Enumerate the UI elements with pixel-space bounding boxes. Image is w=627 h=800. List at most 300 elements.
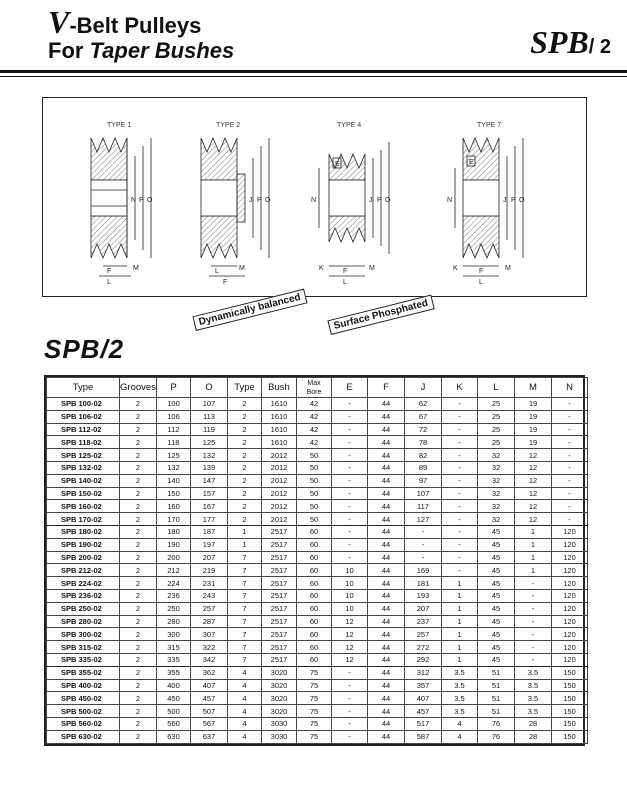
- cell-max-bore: 50: [297, 513, 332, 526]
- cell-e: -: [332, 423, 368, 436]
- type1-dim-f: F: [107, 268, 112, 275]
- cell-n: 150: [552, 705, 588, 718]
- type7-dim-k: K: [453, 265, 458, 272]
- type2-dim-f: F: [223, 279, 228, 286]
- section-title: SPB/2: [44, 334, 125, 364]
- cell-max-bore: 60: [297, 641, 332, 654]
- cell-p: 236: [157, 589, 191, 602]
- cell-l: 32: [478, 449, 515, 462]
- cell-max-bore: 60: [297, 577, 332, 590]
- title-line-1: [48, 4, 201, 41]
- cell-n: 120: [552, 641, 588, 654]
- cell-p: 315: [157, 641, 191, 654]
- col-header-max-bore: Max Bore: [297, 378, 332, 398]
- cell-e: -: [332, 538, 368, 551]
- specification-table: [44, 375, 585, 746]
- cell-grooves: 2: [120, 449, 157, 462]
- table-row: [47, 615, 588, 628]
- cell-m: 12: [515, 474, 552, 487]
- cell-e: -: [332, 398, 368, 411]
- table-row: [47, 474, 588, 487]
- cell-max-bore: 60: [297, 589, 332, 602]
- cell-e: -: [332, 513, 368, 526]
- table-row: [47, 410, 588, 423]
- cell-o: 147: [191, 474, 228, 487]
- cell-p: 250: [157, 602, 191, 615]
- type7-dim-m: M: [505, 265, 511, 272]
- cell-f: 44: [368, 641, 405, 654]
- cell-o: 362: [191, 666, 228, 679]
- table-row: [47, 653, 588, 666]
- cell-j: 457: [405, 705, 442, 718]
- cell-o: 107: [191, 398, 228, 411]
- type1-dim-m: M: [133, 265, 139, 272]
- cell-type: SPB 190-02: [47, 538, 120, 551]
- type-7-drawing: [455, 138, 523, 276]
- cell-k: -: [442, 449, 478, 462]
- cell-m: 1: [515, 538, 552, 551]
- title-for: For: [48, 38, 90, 63]
- table-row: [47, 423, 588, 436]
- cell-hub-type: 7: [228, 615, 262, 628]
- cell-o: 342: [191, 653, 228, 666]
- cell-e: 12: [332, 615, 368, 628]
- cell-o: 139: [191, 461, 228, 474]
- cell-p: 106: [157, 410, 191, 423]
- cell-o: 243: [191, 589, 228, 602]
- table-row: [47, 705, 588, 718]
- table-body: [47, 398, 588, 744]
- type4-dim-m: M: [369, 265, 375, 272]
- cell-k: 1: [442, 641, 478, 654]
- cell-k: 3.5: [442, 692, 478, 705]
- cell-max-bore: 42: [297, 423, 332, 436]
- cell-k: -: [442, 461, 478, 474]
- cell-type: SPB 315-02: [47, 641, 120, 654]
- type7-dim-e: E: [469, 159, 474, 166]
- cell-grooves: 2: [120, 615, 157, 628]
- cell-l: 25: [478, 410, 515, 423]
- type7-dim-f: F: [479, 268, 484, 275]
- cell-type: SPB 400-02: [47, 679, 120, 692]
- table-row: [47, 730, 588, 743]
- cell-p: 160: [157, 500, 191, 513]
- cell-j: 117: [405, 500, 442, 513]
- cell-o: 322: [191, 641, 228, 654]
- cell-n: -: [552, 513, 588, 526]
- cell-bush: 3020: [262, 705, 297, 718]
- cell-m: 19: [515, 410, 552, 423]
- cell-e: 10: [332, 589, 368, 602]
- cell-f: 44: [368, 449, 405, 462]
- cell-j: 292: [405, 653, 442, 666]
- col-header-e: E: [332, 378, 368, 398]
- cell-m: 12: [515, 500, 552, 513]
- cell-e: -: [332, 449, 368, 462]
- cell-grooves: 2: [120, 513, 157, 526]
- cell-m: 28: [515, 730, 552, 743]
- cell-o: 177: [191, 513, 228, 526]
- cell-o: 167: [191, 500, 228, 513]
- cell-max-bore: 50: [297, 474, 332, 487]
- cell-o: 157: [191, 487, 228, 500]
- pulley-drawings: [43, 98, 588, 298]
- cell-f: 44: [368, 717, 405, 730]
- table-row: [47, 487, 588, 500]
- header-rule-thin: [0, 76, 627, 77]
- table-row: [47, 717, 588, 730]
- cell-l: 45: [478, 525, 515, 538]
- cell-type: SPB 132-02: [47, 461, 120, 474]
- cell-p: 335: [157, 653, 191, 666]
- cell-grooves: 2: [120, 410, 157, 423]
- cell-grooves: 2: [120, 500, 157, 513]
- cell-hub-type: 7: [228, 641, 262, 654]
- cell-grooves: 2: [120, 628, 157, 641]
- cell-bush: 2012: [262, 474, 297, 487]
- cell-l: 32: [478, 474, 515, 487]
- cell-e: 12: [332, 641, 368, 654]
- cell-n: 120: [552, 653, 588, 666]
- cell-k: -: [442, 423, 478, 436]
- series-main: SPB: [530, 24, 589, 60]
- cell-grooves: 2: [120, 487, 157, 500]
- cell-hub-type: 2: [228, 474, 262, 487]
- cell-o: 637: [191, 730, 228, 743]
- cell-f: 44: [368, 410, 405, 423]
- dynamically-balanced-stamp: Dynamically balanced: [192, 289, 307, 331]
- col-header-hub-type: Type: [228, 378, 262, 398]
- series-code: [530, 24, 611, 61]
- cell-e: 12: [332, 628, 368, 641]
- cell-l: 45: [478, 628, 515, 641]
- cell-e: -: [332, 474, 368, 487]
- cell-o: 457: [191, 692, 228, 705]
- cell-p: 132: [157, 461, 191, 474]
- cell-max-bore: 50: [297, 449, 332, 462]
- cell-hub-type: 4: [228, 730, 262, 743]
- cell-max-bore: 42: [297, 398, 332, 411]
- title-taper-bushes: Taper Bushes: [89, 38, 235, 63]
- cell-hub-type: 2: [228, 500, 262, 513]
- cell-type: SPB 106-02: [47, 410, 120, 423]
- cell-bush: 2517: [262, 538, 297, 551]
- table-row: [47, 513, 588, 526]
- pulley-diagram-box: [42, 97, 587, 297]
- cell-bush: 2517: [262, 615, 297, 628]
- cell-j: 72: [405, 423, 442, 436]
- cell-e: 10: [332, 577, 368, 590]
- cell-n: -: [552, 487, 588, 500]
- cell-f: 44: [368, 730, 405, 743]
- cell-l: 45: [478, 577, 515, 590]
- type4-dim-k: K: [319, 265, 324, 272]
- cell-m: 12: [515, 513, 552, 526]
- cell-k: -: [442, 436, 478, 449]
- col-header-f: F: [368, 378, 405, 398]
- cell-m: 12: [515, 487, 552, 500]
- type1-dim-l: L: [107, 279, 111, 286]
- cell-k: -: [442, 513, 478, 526]
- cell-p: 140: [157, 474, 191, 487]
- cell-m: 1: [515, 551, 552, 564]
- cell-hub-type: 7: [228, 602, 262, 615]
- cell-type: SPB 280-02: [47, 615, 120, 628]
- cell-l: 32: [478, 461, 515, 474]
- cell-m: -: [515, 589, 552, 602]
- cell-grooves: 2: [120, 589, 157, 602]
- cell-l: 32: [478, 513, 515, 526]
- cell-e: 10: [332, 602, 368, 615]
- cell-f: 44: [368, 564, 405, 577]
- cell-j: 181: [405, 577, 442, 590]
- cell-l: 45: [478, 641, 515, 654]
- header-rule-thick: [0, 70, 627, 73]
- cell-grooves: 2: [120, 679, 157, 692]
- cell-e: -: [332, 730, 368, 743]
- cell-l: 51: [478, 679, 515, 692]
- cell-f: 44: [368, 551, 405, 564]
- cell-grooves: 2: [120, 423, 157, 436]
- col-header-p: P: [157, 378, 191, 398]
- cell-m: -: [515, 602, 552, 615]
- cell-n: 150: [552, 692, 588, 705]
- cell-j: 257: [405, 628, 442, 641]
- cell-j: 67: [405, 410, 442, 423]
- cell-bush: 1610: [262, 423, 297, 436]
- cell-n: 150: [552, 717, 588, 730]
- type2-dim-j: J: [249, 197, 253, 204]
- cell-f: 44: [368, 423, 405, 436]
- type7-dim-n: N: [447, 197, 453, 204]
- cell-n: 120: [552, 615, 588, 628]
- cell-p: 190: [157, 538, 191, 551]
- table-row: [47, 398, 588, 411]
- cell-e: -: [332, 461, 368, 474]
- cell-n: 120: [552, 551, 588, 564]
- cell-hub-type: 4: [228, 679, 262, 692]
- type4-dim-f: F: [343, 268, 348, 275]
- cell-type: SPB 236-02: [47, 589, 120, 602]
- table-row: [47, 577, 588, 590]
- cell-l: 45: [478, 564, 515, 577]
- table-row: [47, 641, 588, 654]
- type2-dim-m: M: [239, 265, 245, 272]
- cell-hub-type: 2: [228, 423, 262, 436]
- cell-l: 45: [478, 589, 515, 602]
- cell-hub-type: 4: [228, 717, 262, 730]
- cell-hub-type: 1: [228, 538, 262, 551]
- cell-f: 44: [368, 538, 405, 551]
- cell-k: -: [442, 564, 478, 577]
- cell-j: -: [405, 525, 442, 538]
- cell-o: 197: [191, 538, 228, 551]
- cell-k: -: [442, 525, 478, 538]
- type4-dim-e: E: [335, 161, 340, 168]
- cell-j: -: [405, 551, 442, 564]
- cell-n: 120: [552, 628, 588, 641]
- table-row: [47, 589, 588, 602]
- cell-grooves: 2: [120, 538, 157, 551]
- cell-hub-type: 7: [228, 577, 262, 590]
- cell-p: 560: [157, 717, 191, 730]
- col-header-l: L: [478, 378, 515, 398]
- cell-bush: 3020: [262, 679, 297, 692]
- cell-o: 125: [191, 436, 228, 449]
- cell-grooves: 2: [120, 641, 157, 654]
- cell-grooves: 2: [120, 461, 157, 474]
- cell-j: 89: [405, 461, 442, 474]
- cell-f: 44: [368, 398, 405, 411]
- cell-bush: 2517: [262, 577, 297, 590]
- cell-type: SPB 250-02: [47, 602, 120, 615]
- type4-dim-p: P: [377, 197, 382, 204]
- cell-p: 224: [157, 577, 191, 590]
- cell-hub-type: 2: [228, 487, 262, 500]
- cell-n: 150: [552, 666, 588, 679]
- cell-bush: 2517: [262, 602, 297, 615]
- type4-dim-l: L: [343, 279, 347, 286]
- col-header-j: J: [405, 378, 442, 398]
- cell-p: 450: [157, 692, 191, 705]
- cell-n: -: [552, 449, 588, 462]
- cell-bush: 2517: [262, 551, 297, 564]
- cell-n: 120: [552, 564, 588, 577]
- cell-m: 1: [515, 564, 552, 577]
- cell-max-bore: 60: [297, 551, 332, 564]
- col-header-o: O: [191, 378, 228, 398]
- cell-max-bore: 75: [297, 705, 332, 718]
- cell-k: 1: [442, 628, 478, 641]
- cell-p: 630: [157, 730, 191, 743]
- cell-e: -: [332, 679, 368, 692]
- cell-o: 219: [191, 564, 228, 577]
- cell-j: 272: [405, 641, 442, 654]
- cell-type: SPB 200-02: [47, 551, 120, 564]
- cell-l: 45: [478, 551, 515, 564]
- cell-max-bore: 60: [297, 628, 332, 641]
- cell-type: SPB 160-02: [47, 500, 120, 513]
- cell-hub-type: 1: [228, 525, 262, 538]
- type1-dim-n: N: [131, 197, 137, 204]
- type7-dim-o: O: [519, 197, 525, 204]
- cell-l: 51: [478, 666, 515, 679]
- cell-j: 97: [405, 474, 442, 487]
- cell-hub-type: 2: [228, 461, 262, 474]
- cell-m: 3.5: [515, 705, 552, 718]
- cell-max-bore: 75: [297, 730, 332, 743]
- cell-hub-type: 2: [228, 513, 262, 526]
- cell-m: 3.5: [515, 692, 552, 705]
- cell-l: 25: [478, 423, 515, 436]
- cell-l: 51: [478, 705, 515, 718]
- cell-hub-type: 7: [228, 628, 262, 641]
- cell-grooves: 2: [120, 705, 157, 718]
- cell-grooves: 2: [120, 474, 157, 487]
- type4-dim-j: J: [369, 197, 373, 204]
- cell-j: 237: [405, 615, 442, 628]
- cell-j: 127: [405, 513, 442, 526]
- cell-type: SPB 500-02: [47, 705, 120, 718]
- table-row: [47, 551, 588, 564]
- cell-n: -: [552, 423, 588, 436]
- cell-n: -: [552, 398, 588, 411]
- cell-grooves: 2: [120, 692, 157, 705]
- type4-dim-n: N: [311, 197, 317, 204]
- cell-hub-type: 4: [228, 705, 262, 718]
- cell-max-bore: 60: [297, 538, 332, 551]
- cell-hub-type: 2: [228, 436, 262, 449]
- cell-p: 300: [157, 628, 191, 641]
- cell-p: 280: [157, 615, 191, 628]
- cell-f: 44: [368, 653, 405, 666]
- cell-n: 120: [552, 577, 588, 590]
- cell-bush: 2012: [262, 449, 297, 462]
- cell-f: 44: [368, 487, 405, 500]
- cell-l: 45: [478, 602, 515, 615]
- cell-j: 62: [405, 398, 442, 411]
- cell-max-bore: 60: [297, 525, 332, 538]
- cell-e: 10: [332, 564, 368, 577]
- cell-type: SPB 125-02: [47, 449, 120, 462]
- cell-j: 312: [405, 666, 442, 679]
- cell-bush: 3020: [262, 692, 297, 705]
- type2-dim-p: P: [257, 197, 262, 204]
- cell-grooves: 2: [120, 436, 157, 449]
- cell-m: -: [515, 615, 552, 628]
- cell-p: 112: [157, 423, 191, 436]
- cell-type: SPB 150-02: [47, 487, 120, 500]
- cell-m: 19: [515, 423, 552, 436]
- cell-p: 170: [157, 513, 191, 526]
- cell-m: -: [515, 641, 552, 654]
- cell-bush: 2517: [262, 641, 297, 654]
- cell-k: 4: [442, 730, 478, 743]
- col-header-bush: Bush: [262, 378, 297, 398]
- cell-o: 119: [191, 423, 228, 436]
- cell-n: -: [552, 461, 588, 474]
- cell-n: 120: [552, 589, 588, 602]
- cell-grooves: 2: [120, 564, 157, 577]
- cell-f: 44: [368, 474, 405, 487]
- cell-e: -: [332, 487, 368, 500]
- cell-p: 500: [157, 705, 191, 718]
- cell-e: -: [332, 666, 368, 679]
- cell-m: 12: [515, 449, 552, 462]
- cell-p: 180: [157, 525, 191, 538]
- cell-j: 407: [405, 692, 442, 705]
- cell-n: 150: [552, 679, 588, 692]
- cell-j: 78: [405, 436, 442, 449]
- cell-type: SPB 170-02: [47, 513, 120, 526]
- cell-hub-type: 7: [228, 564, 262, 577]
- cell-e: -: [332, 717, 368, 730]
- cell-k: 1: [442, 602, 478, 615]
- cell-o: 567: [191, 717, 228, 730]
- cell-max-bore: 42: [297, 410, 332, 423]
- table-row: [47, 666, 588, 679]
- cell-type: SPB 100-02: [47, 398, 120, 411]
- cell-m: 19: [515, 436, 552, 449]
- cell-bush: 2012: [262, 487, 297, 500]
- cell-l: 51: [478, 692, 515, 705]
- title-line-2: [48, 38, 234, 64]
- cell-max-bore: 75: [297, 717, 332, 730]
- cell-k: -: [442, 474, 478, 487]
- type7-dim-l: L: [479, 279, 483, 286]
- cell-j: 107: [405, 487, 442, 500]
- table-row: [47, 500, 588, 513]
